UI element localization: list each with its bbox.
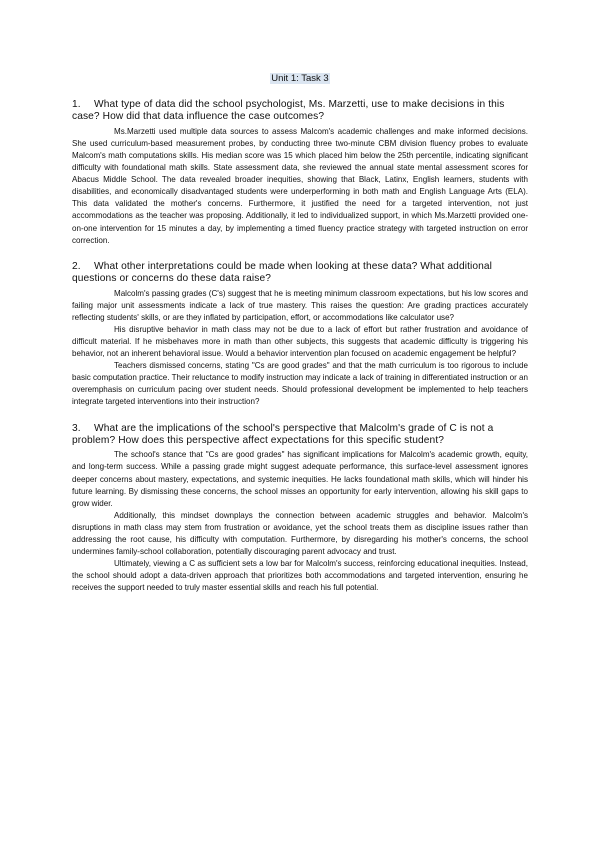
answer-paragraph: Additionally, this mindset downplays the connection between academic struggles and behavior. Malcolm's disruptions in math class may stem from frustration or avoidance, yet the school treats them as discipline issues rather than addressing the root cause, his difficulty with computation. Furthermore, by disregarding his mother's concerns, the school undermines family-school collaboration, potentially discouraging parent advocacy and trust. (72, 510, 528, 557)
document-title: Unit 1: Task 3 (271, 73, 329, 84)
answer-paragraph: Ms.Marzetti used multiple data sources to assess Malcom's academic challenges and make informed decisions. She used curriculum-based measurement probes, by conducting three two-minute CBM division fluency probes to evaluate Malcom's math computations skills. His median score was 15 which placed him below the 25th percentile, indicating significant difficulty with foundational math skills. State assessment data, she reviewed the annual state mental assessment scores for Abacus Middle School. The data revealed broader inequities, showing that Black, Latinx, English learners, students with disabilities, and economically disadvantaged students were underperforming in both math and English Language Arts (ELA). This data validated the mother's concerns. Furthermore, it justified the need for a targeted intervention, not just accommodations as the teacher was proposing. Additionally, it led to individualized support, in which Ms.Marzetti provided one-on-one intervention for 15 minutes a day, by implementing a timed fluency practice strategy with targeted instruction on error correction. (72, 126, 528, 245)
question-text: What other interpretations could be made when looking at these data? What additional questions or concerns do these data raise? (72, 260, 493, 285)
answer-paragraph: Malcolm's passing grades (C's) suggest that he is meeting minimum classroom expectations, but his low scores and failing major unit assessments indicate a lack of true mastery. This raises the question: Are grading practices accurately reflecting students' skills, or are they inflated by participation, effort, or accommodations like calculator use? (72, 288, 528, 322)
question-number: 1. (72, 99, 81, 110)
question-number: 2. (72, 260, 81, 272)
answer-paragraph: Teachers dismissed concerns, stating "Cs are good grades" and that the math curriculum is too rigorous to include basic computation practice. Their reluctance to modify instruction may indicate a lack of training in differentiated instruction or an overemphasis on curriculum pacing over student needs. Should professional development be implemented to help teachers integrate targeted interventions into their instruction? (72, 361, 528, 407)
question-text: What are the implications of the school's perspective that Malcolm's grade of C is not a problem? How does this perspective affect expectations for this specific student? (72, 422, 494, 446)
answer-paragraph: The school's stance that "Cs are good grades" has significant implications for Malcolm's academic growth, equity, and long-term success. While a passing grade might suggest adequate performance, this surface-level assessment ignores deeper concerns about mastery, expectations, and systemic inequities. He lacks foundational math skills, which will hinder his future learning. By dismissing these concerns, the school misses an opportunity for early intervention, allowing his skill gaps to grow wider. (72, 450, 528, 508)
question-text: What type of data did the school psychologist, Ms. Marzetti, use to make decisions in this case? How did that data influence the case outcomes? (72, 99, 505, 123)
answer-paragraph: His disruptive behavior in math class may not be due to a lack of effort but rather frustration and avoidance of difficult material. If he misbehaves more in math than other subjects, this suggests that academic difficulty is triggering his behavior, not an inherent behavioral issue. Would a behavior intervention plan focused on academic engagement be helpful? (72, 324, 528, 359)
answer-paragraph: Ultimately, viewing a C as sufficient sets a low bar for Malcolm's success, reinforcing educational inequities. Instead, the school should adopt a data-driven approach that prioritizes both accommodations and targeted intervention, ensuring he receives the support needed to truly master essential skills and reach his full potential. (72, 559, 528, 593)
question-3 (72, 423, 528, 448)
question-number: 3. (72, 422, 81, 434)
question-1 (72, 99, 528, 124)
question-2 (72, 261, 528, 286)
